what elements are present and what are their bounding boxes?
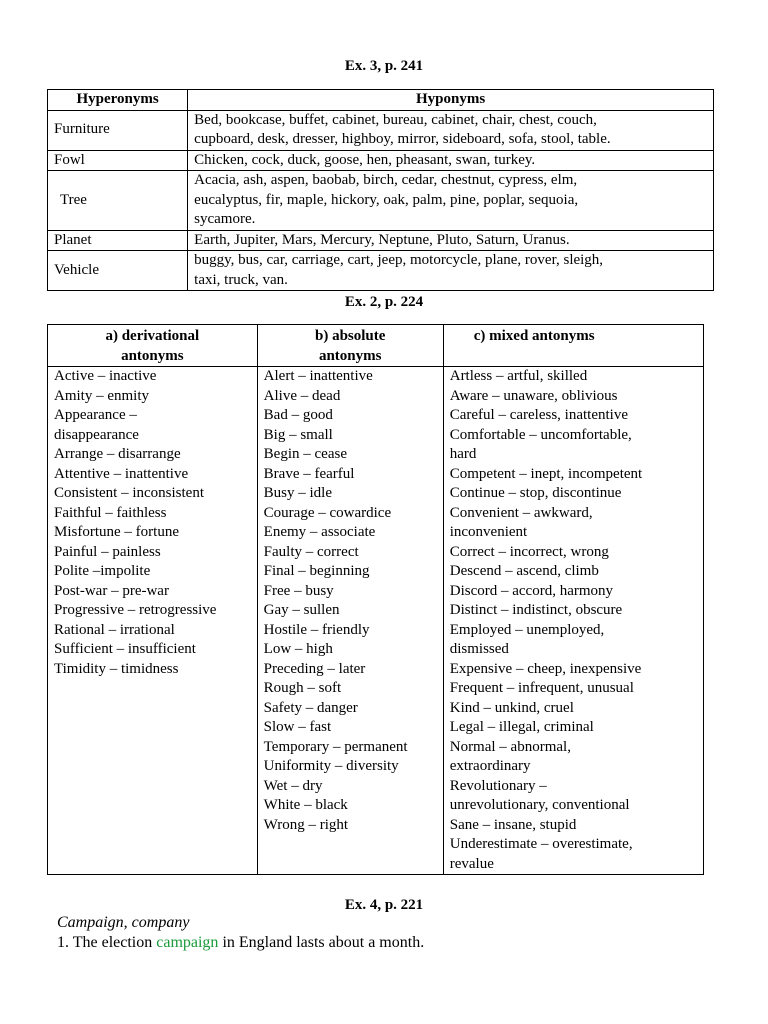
hyponyms-cell: [188, 171, 714, 231]
antonym-pair: Arrange – disarrange: [54, 446, 181, 462]
antonym-pair: Polite –impolite: [54, 563, 151, 579]
hyperonym-cell: Tree: [48, 171, 188, 231]
mixed-list: [443, 367, 703, 875]
hyperonym-cell: Fowl: [48, 150, 188, 171]
antonym-pair: Begin – cease: [263, 446, 347, 462]
hyponyms-cell: [188, 230, 714, 251]
antonym-pair: Underestimate – overestimate,: [449, 836, 633, 852]
ex3-title: Ex. 3, p. 241: [344, 58, 424, 74]
antonym-pair: Post-war – pre-war: [54, 582, 169, 599]
antonym-pair: Slow – fast: [263, 719, 332, 735]
antonym-pair: Competent – inept, incompetent: [449, 465, 643, 482]
table-row: [48, 150, 714, 171]
antonym-pair: Descend – ascend, climb: [449, 563, 599, 579]
antonym-pair: Discord – accord, harmony: [449, 582, 614, 599]
antonym-pair: Temporary – permanent: [263, 738, 408, 755]
antonym-pair: Gay – sullen: [263, 602, 340, 618]
antonym-pair: Free – busy: [263, 582, 334, 599]
antonym-pair: Alive – dead: [263, 387, 341, 404]
header-hyponyms: Hyponyms: [188, 90, 714, 111]
header-line: a) derivational: [105, 328, 200, 344]
antonym-pair: Brave – fearful: [263, 465, 355, 482]
antonym-pair: Amity – enmity: [54, 387, 149, 404]
antonym-pair: disappearance: [54, 426, 139, 443]
antonym-pair: hard: [449, 446, 477, 462]
hyponyms-cell: [188, 150, 714, 171]
antonyms-table: [47, 324, 704, 875]
hyperonym-cell: Vehicle: [48, 251, 188, 291]
antonym-pair: Comfortable – uncomfortable,: [449, 426, 632, 443]
antonym-pair: inconvenient: [449, 524, 528, 540]
antonym-pair: Wrong – right: [263, 816, 349, 833]
antonym-pair: Timidity – timidness: [54, 660, 179, 677]
antonym-pair: Sane – insane, stupid: [449, 816, 577, 833]
antonym-pair: Faithful – faithless: [54, 504, 167, 521]
header-line: c) mixed antonyms: [473, 328, 595, 344]
header-line: antonyms: [121, 347, 184, 364]
table-row: [48, 230, 714, 251]
antonym-pair: Kind – unkind, cruel: [449, 699, 574, 716]
ex2-title: Ex. 2, p. 224: [344, 294, 424, 310]
hyponym-line: Chicken, cock, duck, goose, hen, pheasant, swan, turkey.: [194, 151, 536, 168]
antonym-pair: Low – high: [263, 641, 333, 657]
antonym-pair: Attentive – inattentive: [54, 465, 189, 482]
antonym-pair: Courage – cowardice: [263, 504, 392, 521]
antonym-pair: Continue – stop, discontinue: [449, 485, 622, 501]
antonym-pair: Aware – unaware, oblivious: [449, 387, 618, 404]
antonym-pair: Careful – careless, inattentive: [449, 407, 628, 423]
antonym-pair: revalue: [449, 855, 494, 872]
antonym-pair: extraordinary: [449, 758, 531, 774]
antonym-pair: dismissed: [449, 641, 509, 657]
antonym-pair: unrevolutionary, conventional: [449, 797, 630, 813]
hyperonym-cell: Furniture: [48, 110, 188, 150]
antonym-pair: Busy – idle: [263, 485, 333, 501]
highlighted-word: campaign: [156, 934, 219, 951]
antonym-pair: Sufficient – insufficient: [54, 641, 196, 657]
header-absolute: [257, 325, 443, 367]
hyponyms-cell: [188, 251, 714, 291]
hyponym-line: Acacia, ash, aspen, baobab, birch, cedar, chestnut, cypress, elm,: [194, 172, 578, 188]
antonym-pair: Safety – danger: [263, 699, 358, 716]
header-hyperonyms: Hyperonyms: [48, 90, 188, 111]
antonym-pair: Legal – illegal, criminal: [449, 719, 594, 735]
hyponym-line: cupboard, desk, dresser, highboy, mirror, sideboard, sofa, stool, table.: [194, 131, 611, 147]
antonym-pair: Enemy – associate: [263, 524, 376, 540]
antonym-pair: Uniformity – diversity: [263, 758, 399, 774]
header-line: b) absolute: [314, 328, 386, 344]
antonym-pair: Faulty – correct: [263, 543, 359, 560]
ex4-sentence: [57, 934, 424, 952]
antonym-pair: Normal – abnormal,: [449, 738, 571, 755]
antonym-pair: Preceding – later: [263, 660, 366, 677]
table-row: [48, 251, 714, 291]
header-mixed: [443, 325, 703, 367]
antonym-pair: Big – small: [263, 426, 333, 443]
absolute-list: [257, 367, 443, 875]
hyponym-line: sycamore.: [194, 211, 256, 227]
antonym-pair: Alert – inattentive: [263, 368, 373, 384]
antonym-pair: Revolutionary –: [449, 777, 547, 794]
antonym-pair: Misfortune – fortune: [54, 524, 179, 540]
antonym-pair: Distinct – indistinct, obscure: [449, 602, 623, 618]
antonym-pair: Hostile – friendly: [263, 621, 370, 638]
antonym-pair: Rational – irrational: [54, 621, 175, 638]
header-derivational: [48, 325, 258, 367]
antonym-pair: Wet – dry: [263, 777, 323, 794]
hyponym-line: buggy, bus, car, carriage, cart, jeep, motorcycle, plane, rover, sleigh,: [194, 252, 604, 268]
hyponyms-cell: [188, 110, 714, 150]
antonym-pair: Painful – painless: [54, 543, 161, 560]
table-row: [48, 171, 714, 231]
antonym-pair: Employed – unemployed,: [449, 621, 605, 638]
antonym-pair: Progressive – retrogressive: [54, 602, 217, 618]
hyponym-line: Earth, Jupiter, Mars, Mercury, Neptune, Pluto, Saturn, Uranus.: [194, 231, 570, 248]
sentence-end: in England lasts about a month.: [218, 934, 425, 951]
antonym-pair: Convenient – awkward,: [449, 504, 593, 521]
table-row: [48, 110, 714, 150]
antonym-pair: Artless – artful, skilled: [449, 368, 588, 384]
antonym-pair: Active – inactive: [54, 368, 157, 384]
antonym-pair: Consistent – inconsistent: [54, 485, 204, 501]
antonym-pair: Rough – soft: [263, 680, 342, 696]
antonym-pair: Appearance –: [54, 407, 137, 423]
derivational-list: [48, 367, 258, 875]
hyponym-line: taxi, truck, van.: [194, 271, 288, 288]
hyperonym-cell: Planet: [48, 230, 188, 251]
antonym-pair: Frequent – infrequent, unusual: [449, 680, 634, 696]
antonym-pair: Final – beginning: [263, 563, 370, 579]
hyponym-line: eucalyptus, fir, maple, hickory, oak, palm, pine, poplar, sequoia,: [194, 191, 579, 208]
hyponym-line: Bed, bookcase, buffet, cabinet, bureau, cabinet, chair, chest, couch,: [194, 111, 597, 128]
antonym-pair: Bad – good: [263, 407, 333, 423]
header-line: antonyms: [318, 347, 382, 364]
sentence-start: 1. The election: [57, 934, 157, 951]
antonym-pair: Correct – incorrect, wrong: [449, 543, 609, 560]
ex4-title: Ex. 4, p. 221: [344, 897, 424, 913]
ex4-words: Campaign, company: [57, 914, 190, 931]
hyperonyms-table: [47, 89, 714, 291]
antonym-pair: White – black: [263, 797, 348, 813]
antonym-pair: Expensive – cheep, inexpensive: [449, 660, 642, 677]
